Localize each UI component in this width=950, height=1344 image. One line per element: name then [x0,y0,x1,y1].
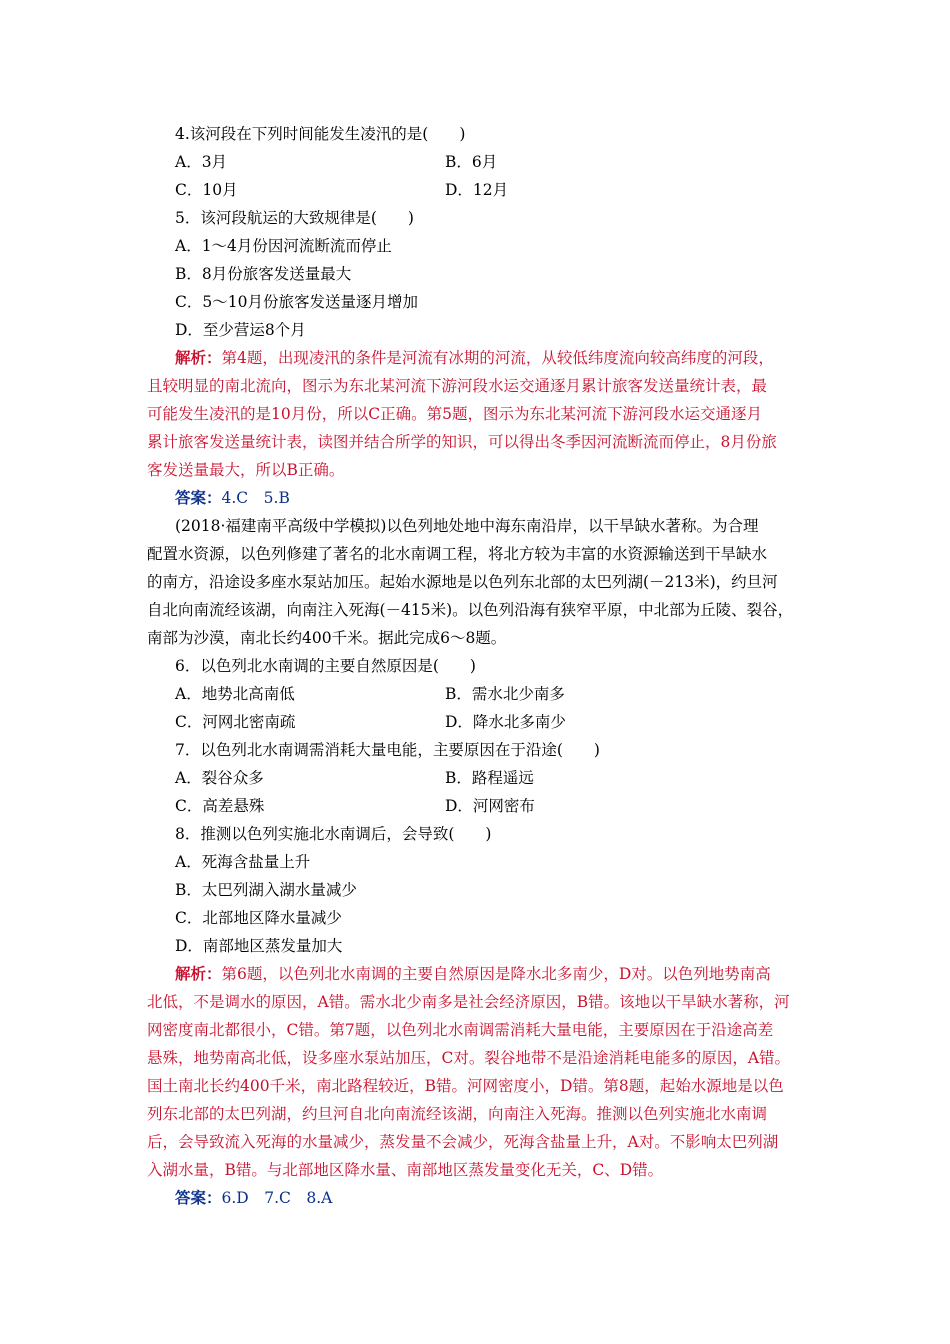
analysis-1-line-4: 累计旅客发送量统计表，读图并结合所学的知识，可以得出冬季因河流断流而停止，8月份旅 [147,433,777,451]
q5-option-b: B．8月份旅客发送量最大 [175,265,352,283]
q8-option-a: A．死海含盐量上升 [175,853,311,871]
q6-stem: 6．以色列北水南调的主要自然原因是( ) [175,657,476,675]
q8-option-d: D．南部地区蒸发量加大 [175,937,343,955]
q6-option-d: D．降水北多南少 [445,713,566,731]
answer-1 [175,486,290,508]
answer-1-value: 4.C 5.B [221,489,290,507]
passage-line-1: (2018·福建南平高级中学模拟)以色列地处地中海东南沿岸，以干旱缺水著称。为合理 [175,517,759,535]
q8-stem: 8．推测以色列实施北水南调后，会导致( ) [175,825,492,843]
q8-option-b: B．太巴列湖入湖水量减少 [175,881,357,899]
analysis-2-line-4: 悬殊，地势南高北低，设多座水泵站加压，C对。裂谷地带不是沿途消耗电能多的原因，A错。 [147,1049,791,1067]
analysis-2-line-6: 列东北部的太巴列湖，约旦河自北向南流经该湖，向南注入死海。推测以色列实施北水南调 [147,1105,768,1123]
analysis-2-line-3: 网密度南北都很小，C错。第7题，以色列北水南调需消耗大量电能，主要原因在于沿途高差 [147,1021,774,1039]
analysis-1-line-1: 解析：第4题，出现凌汛的条件是河流有冰期的河流，从较低纬度流向较高纬度的河段， [175,348,774,367]
q4-stem: 4.该河段在下列时间能发生凌汛的是( ) [175,125,466,143]
answer-1-label: 答案： [175,488,222,507]
analysis-1-line-3: 可能发生凌汛的是10月份，所以C正确。第5题，图示为东北某河流下游河段水运交通逐月 [147,405,762,423]
q4-option-c: C．10月 [175,181,238,199]
q7-option-c: C．高差悬殊 [175,797,265,815]
analysis-1-label: 解析： [175,348,222,367]
passage-line-5: 南部为沙漠，南北长约400千米。据此完成6～8题。 [147,629,507,647]
analysis-2-label: 解析： [175,964,222,983]
analysis-2-line-1: 解析：第6题，以色列北水南调的主要自然原因是降水北多南少，D对。以色列地势南高 [175,964,771,983]
q7-stem: 7．以色列北水南调需消耗大量电能，主要原因在于沿途( ) [175,741,600,759]
q4-option-a: A．3月 [175,153,228,171]
answer-2-value: 6.D 7.C 8.A [221,1189,333,1207]
passage-line-3: 的南方，沿途设多座水泵站加压。起始水源地是以色列东北部的太巴列湖(－213米)，约旦河 [147,573,778,591]
passage-line-2: 配置水资源，以色列修建了著名的北水南调工程，将北方较为丰富的水资源输送到干旱缺水 [147,545,768,563]
answer-2-label: 答案： [175,1188,222,1207]
q5-option-a: A．1～4月份因河流断流而停止 [175,237,392,255]
analysis-1-line-2: 且较明显的南北流向，图示为东北某河流下游河段水运交通逐月累计旅客发送量统计表，最 [147,377,768,395]
analysis-2-line-7: 后，会导致流入死海的水量减少，蒸发量不会减少，死海含盐量上升，A对。不影响太巴列湖 [147,1133,779,1151]
analysis-1-line-5: 客发送量最大，所以B正确。 [147,461,345,479]
q5-option-d: D．至少营运8个月 [175,321,306,339]
q4-option-b: B．6月 [445,153,498,171]
analysis-2-line-5: 国土南北长约400千米，南北路程较近，B错。河网密度小，D错。第8题，起始水源地是以色 [147,1077,784,1095]
q8-option-c: C．北部地区降水量减少 [175,909,342,927]
passage-line-4: 自北向南流经该湖，向南注入死海(－415米)。以色列沿海有狭窄平原，中北部为丘陵、裂谷， [147,601,794,619]
analysis-2-line-2: 北低，不是调水的原因，A错。需水北少南多是社会经济原因，B错。该地以干旱缺水著称，河 [147,993,790,1011]
q7-option-d: D．河网密布 [445,797,535,815]
analysis-2-line-8: 入湖水量，B错。与北部地区降水量、南部地区蒸发量变化无关，C、D错。 [147,1161,664,1179]
q7-option-b: B．路程遥远 [445,769,534,787]
q5-option-c: C．5～10月份旅客发送量逐月增加 [175,293,418,311]
q4-option-d: D．12月 [445,181,509,199]
q7-option-a: A．裂谷众多 [175,769,264,787]
q6-option-c: C．河网北密南疏 [175,713,296,731]
q6-option-a: A．地势北高南低 [175,685,295,703]
q6-option-b: B．需水北少南多 [445,685,565,703]
answer-2 [175,1186,332,1208]
q5-stem: 5．该河段航运的大致规律是( ) [175,209,414,227]
